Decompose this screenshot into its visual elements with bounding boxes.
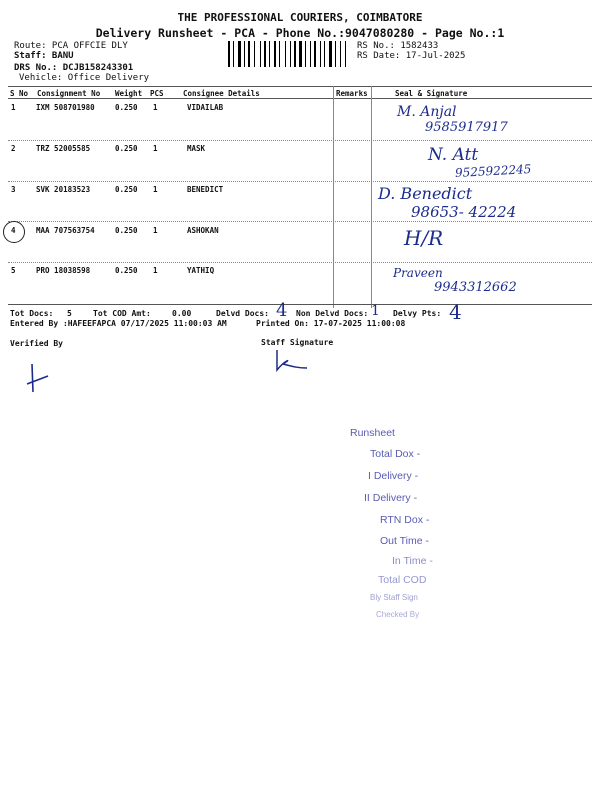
- barcode-bar: [277, 41, 278, 67]
- barcode-bar: [246, 41, 247, 67]
- barcode-bar: [285, 41, 286, 67]
- row5-signature-name: Praveen: [393, 266, 443, 280]
- barcode-bar: [256, 41, 259, 67]
- stamp-line-staff-sign: Bly Staff Sign: [370, 593, 418, 602]
- rs-number: RS No.: 1582433: [357, 41, 439, 51]
- tot-cod-value: 0.00: [172, 309, 192, 318]
- barcode-bar: [267, 41, 268, 67]
- row3-divider: [8, 221, 592, 222]
- barcode-bar: [299, 41, 302, 67]
- barcode-bar: [329, 41, 332, 67]
- barcode-bar: [326, 41, 328, 67]
- barcode-bar: [271, 41, 273, 67]
- barcode-bar: [310, 41, 311, 67]
- barcode-bar: [314, 41, 316, 67]
- barcode-bar: [287, 41, 289, 67]
- barcode-bar: [340, 41, 341, 67]
- col-header-weight: Weight: [115, 89, 143, 98]
- barcode-bar: [345, 41, 346, 67]
- delvy-pts-label: Delvy Pts:: [393, 309, 442, 318]
- barcode-bar: [231, 41, 232, 67]
- printed-on: Printed On: 17-07-2025 11:00:08: [256, 319, 406, 328]
- barcode-bar: [305, 41, 306, 67]
- verified-by-signature: [24, 362, 64, 394]
- col-header-sno: S No: [10, 89, 29, 98]
- stamp-line-ii-delivery: II Delivery -: [364, 492, 418, 504]
- stamp-line-total-dox: Total Dox -: [370, 448, 421, 460]
- barcode-bar: [335, 41, 336, 67]
- row5-signature-phone: 9943312662: [434, 280, 517, 295]
- staff-signature-scribble: [271, 348, 311, 376]
- row5-weight: 0.250: [115, 266, 138, 275]
- barcode-bar: [307, 41, 309, 67]
- tot-docs-label: Tot Docs:: [10, 309, 54, 318]
- stamp-line-in-time: In Time -: [392, 555, 433, 567]
- row1-weight: 0.250: [115, 103, 138, 112]
- barcode-bar: [297, 41, 298, 67]
- stamp-line-out-time: Out Time -: [380, 535, 430, 547]
- row1-consignee: VIDAILAB: [187, 103, 224, 112]
- barcode-bar: [251, 41, 253, 67]
- row2-pcs: 1: [153, 144, 158, 153]
- delvd-docs-handwritten: 4: [276, 300, 288, 321]
- table-header-rule: [8, 98, 592, 99]
- row5-consignee: YATHIQ: [187, 266, 215, 275]
- row2-sno: 2: [11, 144, 16, 153]
- col-header-consignment: Consignment No: [37, 89, 101, 98]
- stamp-line-rtn-dox: RTN Dox -: [380, 514, 430, 526]
- barcode-bar: [274, 41, 276, 67]
- row2-consignee: MASK: [187, 144, 206, 153]
- row4-weight: 0.250: [115, 226, 138, 235]
- row1-signature-phone: 9585917917: [425, 120, 508, 135]
- col-header-consignee: Consignee Details: [183, 89, 260, 98]
- barcode-bar: [269, 41, 270, 67]
- stamp-line-title: Runsheet: [350, 427, 395, 439]
- rs-date: RS Date: 17-Jul-2025: [357, 51, 466, 61]
- non-delvd-docs-handwritten: 1: [371, 303, 380, 319]
- drs-label: DRS No.: DCJB158243301: [14, 63, 134, 73]
- table-bottom-rule: [8, 304, 592, 305]
- row2-signature-name: N. Att: [428, 145, 479, 165]
- row3-consignee: BENEDICT: [187, 185, 224, 194]
- row1-divider: [8, 140, 592, 141]
- barcode-bar: [244, 41, 245, 67]
- row2-weight: 0.250: [115, 144, 138, 153]
- staff-label: Staff: BANU: [14, 51, 74, 61]
- row2-divider: [8, 181, 592, 182]
- row4-signature-name: H/R: [404, 226, 444, 250]
- row1-consignment: IXM 508701980: [36, 103, 95, 112]
- barcode-bar: [281, 41, 284, 67]
- route-label: Route: PCA OFFCIE DLY: [14, 41, 128, 51]
- barcode-bar: [324, 41, 325, 67]
- barcode-bar: [290, 41, 291, 67]
- barcode-bar: [235, 41, 237, 67]
- row3-signature-name: D. Benedict: [378, 184, 473, 203]
- row1-pcs: 1: [153, 103, 158, 112]
- row1-signature-name: M. Anjal: [397, 104, 457, 120]
- row4-pcs: 1: [153, 226, 158, 235]
- verified-by-label: Verified By: [10, 339, 63, 348]
- row5-sno: 5: [11, 266, 16, 275]
- stamp-line-total-cod: Total COD: [378, 574, 427, 586]
- col-header-pcs: PCS: [150, 89, 164, 98]
- col-header-signature: Seal & Signature: [395, 89, 468, 98]
- barcode-bar: [320, 41, 321, 67]
- barcode-bar: [279, 41, 280, 67]
- barcode-bar: [242, 41, 243, 67]
- delvd-docs-label: Delvd Docs:: [216, 309, 269, 318]
- barcode-bar: [337, 41, 339, 67]
- row1-sno: 1: [11, 103, 16, 112]
- row2-signature-phone: 9525922245: [454, 162, 532, 180]
- remarks-divider-right: [371, 86, 372, 308]
- barcode-bar: [260, 41, 261, 67]
- tot-docs-value: 5: [67, 309, 72, 318]
- barcode-bar: [254, 41, 255, 67]
- barcode-bar: [322, 41, 323, 67]
- row3-pcs: 1: [153, 185, 158, 194]
- row4-consignee: ASHOKAN: [187, 226, 219, 235]
- row5-pcs: 1: [153, 266, 158, 275]
- barcode-bar: [238, 41, 241, 67]
- runsheet-subtitle: Delivery Runsheet - PCA - Phone No.:9047080280 - Page No.:1: [95, 26, 505, 40]
- barcode-bar: [228, 41, 230, 67]
- company-title: THE PROFESSIONAL COURIERS, COIMBATORE: [177, 11, 423, 24]
- row2-consignment: TRZ 52005585: [36, 144, 91, 153]
- remarks-divider-left: [333, 86, 334, 308]
- non-delvd-docs-label: Non Delvd Docs:: [296, 309, 369, 318]
- vehicle-label: Vehicle: Office Delivery: [19, 73, 150, 83]
- barcode-bar: [312, 41, 313, 67]
- row4-consignment: MAA 707563754: [36, 226, 95, 235]
- delvy-pts-handwritten: 4: [449, 300, 462, 324]
- row3-signature-phone: 98653- 42224: [411, 203, 517, 221]
- barcode-bar: [303, 41, 304, 67]
- barcode-bar: [248, 41, 250, 67]
- barcode-bar: [292, 41, 293, 67]
- stamp-line-i-delivery: I Delivery -: [368, 470, 419, 482]
- row3-sno: 3: [11, 185, 16, 194]
- row5-consignment: PRO 18038598: [36, 266, 91, 275]
- table-top-rule: [8, 86, 592, 87]
- staff-signature-label: Staff Signature: [261, 338, 334, 347]
- barcode-bar: [294, 41, 296, 67]
- barcode-bar: [333, 41, 334, 67]
- entered-by: Entered By :HAFEEFAPCA 07/17/2025 11:00:03 AM: [10, 319, 227, 328]
- col-header-remarks: Remarks: [336, 89, 368, 98]
- barcode-bar: [342, 41, 344, 67]
- barcode-bar: [317, 41, 319, 67]
- barcode-bar: [233, 41, 234, 67]
- row3-consignment: SVK 20183523: [36, 185, 91, 194]
- row4-sno: 4: [11, 226, 16, 235]
- barcode-bar: [264, 41, 266, 67]
- tot-cod-label: Tot COD Amt:: [93, 309, 151, 318]
- row4-divider: [8, 262, 592, 263]
- barcode: [228, 41, 350, 67]
- row3-weight: 0.250: [115, 185, 138, 194]
- barcode-bar: [262, 41, 263, 67]
- stamp-line-checked-by: Checked By: [376, 610, 420, 619]
